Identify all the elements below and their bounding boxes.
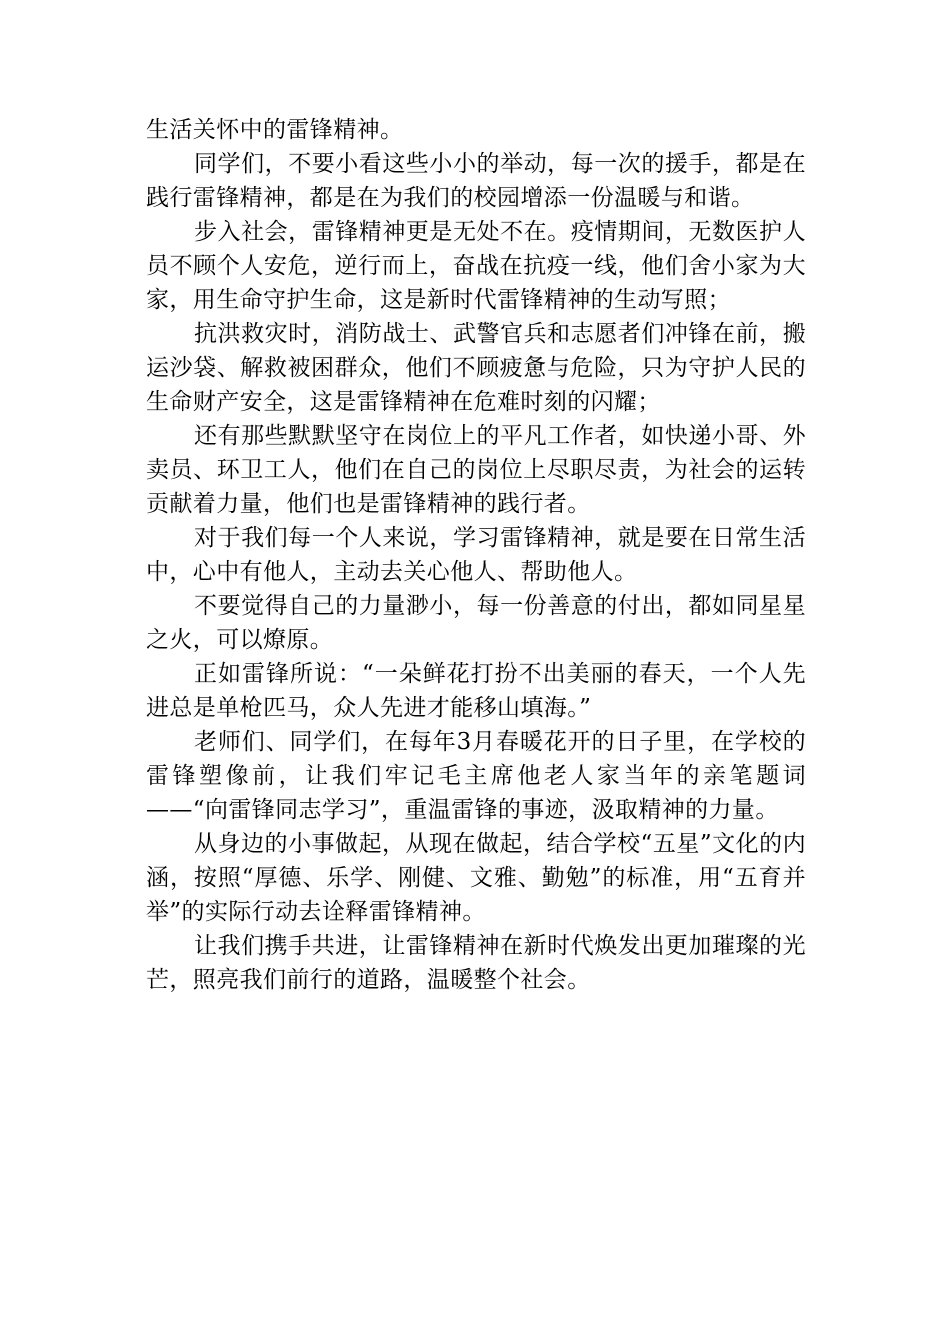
paragraph: 从身边的小事做起，从现在做起，结合学校“五星”文化的内涵，按照“厚德、乐学、刚健、文雅、勤勉”的标准，用“五育并举”的实际行动去诠释雷锋精神。 [146, 831, 806, 925]
document-body [146, 113, 806, 997]
paragraph: 抗洪救灾时，消防战士、武警官兵和志愿者们冲锋在前，搬运沙袋、解救被困群众，他们不顾疲惫与危险，只为守护人民的生命财产安全，这是雷锋精神在危难时刻的闪耀； [146, 321, 806, 415]
paragraph: 同学们，不要小看这些小小的举动，每一次的援手，都是在践行雷锋精神，都是在为我们的校园增添一份温暖与和谐。 [146, 151, 806, 211]
paragraph-continued: 生活关怀中的雷锋精神。 [146, 117, 404, 143]
paragraph: 步入社会，雷锋精神更是无处不在。疫情期间，无数医护人员不顾个人安危，逆行而上，奋战在抗疫一线，他们舍小家为大家，用生命守护生命，这是新时代雷锋精神的生动写照； [146, 219, 806, 313]
paragraph-closing: 让我们携手共进，让雷锋精神在新时代焕发出更加璀璨的光芒，照亮我们前行的道路，温暖整个社会。 [146, 933, 806, 993]
paragraph: 还有那些默默坚守在岗位上的平凡工作者，如快递小哥、外卖员、环卫工人，他们在自己的岗位上尽职尽责，为社会的运转贡献着力量，他们也是雷锋精神的践行者。 [146, 423, 806, 517]
paragraph-quote: 正如雷锋所说：“一朵鲜花打扮不出美丽的春天，一个人先进总是单枪匹马，众人先进才能移山填海。” [146, 661, 806, 721]
paragraph: 不要觉得自己的力量渺小，每一份善意的付出，都如同星星之火，可以燎原。 [146, 593, 806, 653]
paragraph: 老师们、同学们，在每年3月春暖花开的日子里，在学校的雷锋塑像前，让我们牢记毛主席他老人家当年的亲笔题词——“向雷锋同志学习”，重温雷锋的事迹，汲取精神的力量。 [146, 729, 806, 823]
paragraph: 对于我们每一个人来说，学习雷锋精神，就是要在日常生活中，心中有他人，主动去关心他人、帮助他人。 [146, 525, 806, 585]
